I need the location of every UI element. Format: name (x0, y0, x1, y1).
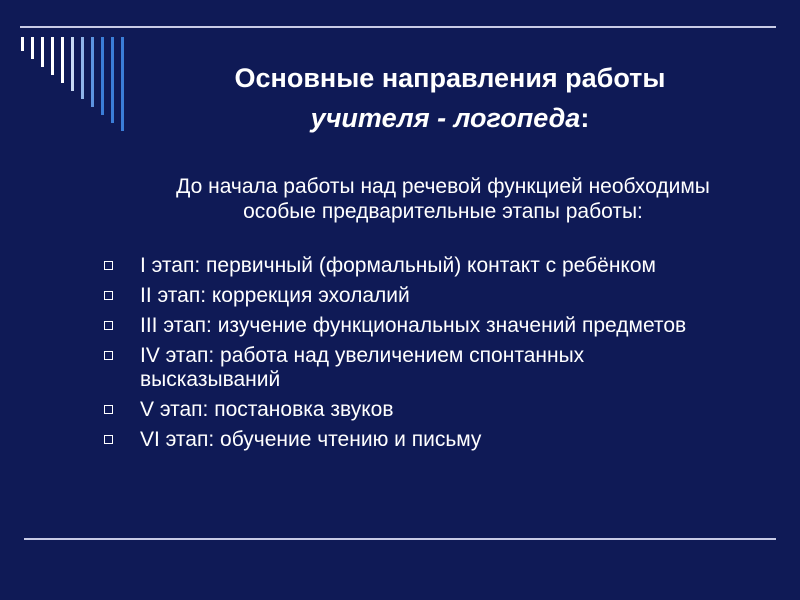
list-item-label: IV этап: работа над увеличением спонтанных высказываний (140, 344, 585, 391)
list-item (104, 314, 724, 338)
square-bullet-icon (104, 435, 113, 444)
top-divider (20, 26, 776, 28)
square-bullet-icon (104, 405, 113, 414)
square-bullet-icon (104, 351, 113, 360)
stripe-2 (31, 37, 34, 59)
list-item-label: II этап: коррекция эхолалий (140, 284, 410, 307)
title-line2 (150, 98, 750, 138)
stripe-8 (91, 37, 94, 107)
intro-text: До начала работы над речевой функцией необходимы особые предварительные этапы работы: (176, 175, 710, 223)
list-item (104, 344, 724, 392)
list-item-label: I этап: первичный (формальный) контакт с ребёнком (140, 254, 656, 277)
list-item-label: VI этап: обучение чтению и письму (140, 428, 482, 451)
stripe-3 (41, 37, 44, 67)
stripe-7 (81, 37, 84, 99)
square-bullet-icon (104, 261, 113, 270)
stripe-9 (101, 37, 104, 115)
title-line1: Основные направления работы (234, 63, 666, 93)
title-line2-suffix: : (580, 103, 590, 133)
list-item-label: V этап: постановка звуков (140, 398, 394, 421)
stripe-6 (71, 37, 74, 91)
stripe-11 (121, 37, 124, 131)
list-item-label: III этап: изучение функциональных значений предметов (140, 314, 687, 337)
stripe-10 (111, 37, 114, 123)
list-item (104, 398, 724, 422)
list-item (104, 428, 724, 452)
stripe-4 (51, 37, 54, 75)
list-item (104, 254, 724, 278)
bottom-divider (24, 538, 776, 540)
list-item (104, 284, 724, 308)
stages-list (104, 254, 724, 458)
stripe-1 (21, 37, 24, 51)
title-line2-italic: учителя - логопеда (310, 103, 581, 133)
stripe-5 (61, 37, 64, 83)
square-bullet-icon (104, 321, 113, 330)
square-bullet-icon (104, 291, 113, 300)
slide-title (150, 58, 750, 138)
